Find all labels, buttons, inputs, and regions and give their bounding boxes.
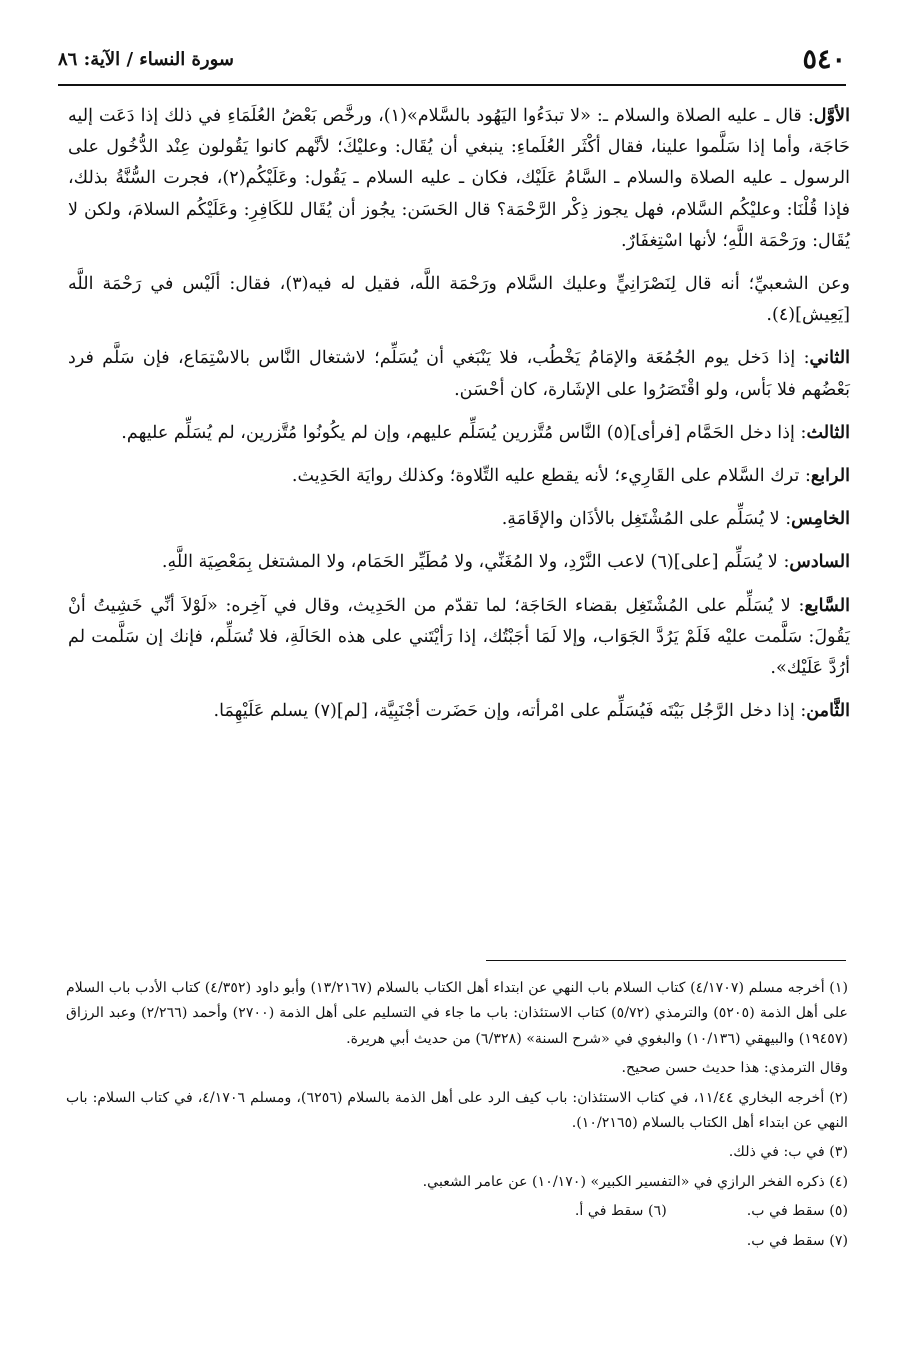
paragraph: [68, 268, 850, 331]
footnote: (٦) سقط في أ.: [574, 1203, 667, 1220]
footnote: (١) أخرجه مسلم (٤/١٧٠٧) كتاب السلام باب النهي عن ابتداء أهل الكتاب بالسلام (١٣/٢١٦٧) وأبو داود (٤/٣٥٢) كتاب الأدب باب السلام على أهل الذمة (٥٢٠٥) والترمذي (٥/٧٢) كتاب الاستئذان: باب ما جاء في التسليم على أهل الذمة (٢٧٠٠) وأحمد (٢/٢٦٦) وعبد الرزاق (١٩٤٥٧) والبيهقي (١٠/١٣٦) والبغوي في «شرح السنة» (٦/٣٢٨) من حديث أبي هريرة.: [66, 980, 848, 1047]
footnote-rule: [486, 960, 846, 961]
paragraph: [68, 417, 850, 449]
paragraph: [68, 590, 850, 685]
paragraph-lead: الثَّامن: [806, 700, 850, 722]
paragraph: [68, 546, 850, 578]
paragraph: [68, 503, 850, 535]
paragraph-lead: الأوَّل: [813, 105, 850, 126]
footnotes: [66, 976, 848, 1258]
footnote: (٤) ذكره الفخر الرازي في «التفسير الكبير» (١٠/١٧٠) عن عامر الشعبي.: [422, 1173, 848, 1190]
paragraph: [68, 100, 850, 257]
paragraph-text: وعن الشعبيِّ؛ أنه قال لِنَصْرَانِيٍّ وعليك السَّلام ورَحْمَة اللَّه، فقيل له فيه(٣)، فقال: ألَيْس في رَحْمَة اللَّه [يَعِيش](٤).: [68, 274, 850, 326]
footnote: (٣) في ب: في ذلك.: [728, 1144, 848, 1161]
paragraph-lead: الثالث: [806, 421, 850, 443]
paragraph-lead: السادس: [789, 551, 850, 573]
running-title: سورة النساء / الآية: ٨٦: [58, 48, 234, 70]
paragraph-text: : لا يُسَلِّم [على](٦) لاعب النَّرْدِ، ولا المُغَنِّي، ولا مُطَيِّر الحَمَام، ولا المشتغل بِمَعْصِيَة اللَّهِ.: [161, 552, 790, 573]
paragraph: [68, 695, 850, 727]
footnote: (٢) أخرجه البخاري ١١/٤٤، في كتاب الاستئذان: باب كيف الرد على أهل الذمة بالسلام (٦٢٥٦)، ومسلم ٤/١٧٠٦، في كتاب السلام: باب النهي عن ابتداء أهل الكتاب بالسلام (١٠/٢١٦٥).: [66, 1089, 848, 1132]
paragraph-text: : قال ـ عليه الصلاة والسلام ـ: «لا تبدَءُوا اليَهُود بالسَّلام»(١)، ورخَّص بَعْضُ العُلَمَاءِ في ذلك إذا دَعَت إليه حَاجَة، وأما إذا سَلَّموا علينا، فقال أكْثَر العُلَماءِ: ينبغي أن يُقَال: وعليْكَ؛ لأنَّهم كانوا يَقُولون عِنْد الدُّخُول على الرسول ـ عليه الصلاة والسلام ـ السَّامُ عَلَيْك، فكان ـ عليه السلام ـ يَقُول: وعَلَيْكُم(٢)، فجرت السُّنَّةُ بذلك، فإذا قُلْنَا: وعليْكُم السَّلام، فهل يجوز ذِكْر الرَّحْمَة؟ قال الحَسَن: يجُوز أن يُقَال للكَافِرِ: وعَلَيْكُم السلامَ، ولكن لا يُقَال: ورَحْمَة اللَّهِ؛ لأنها اسْتِغفَارٌ.: [68, 106, 850, 251]
paragraph-text: : إذا دَخل يوم الجُمُعَة والإمَامُ يَخْطُب، فلا يَنْبَغي أن يُسَلِّم؛ لاشتغال النَّاس بالاسْتِمَاع، فإن سَلَّم فرد بَعْضُهم فلا بَأس، ولو اقْتَصَرُوا على الإشَارة، كان أحْسَن.: [68, 348, 850, 400]
paragraph: [68, 342, 850, 405]
paragraph-lead: الثاني: [809, 347, 850, 369]
footnote: (٧) سقط في ب.: [746, 1232, 848, 1249]
paragraph-lead: الرابع: [810, 465, 850, 487]
main-text: [68, 100, 850, 738]
page-header: [58, 38, 846, 80]
paragraph-text: : إذا دخل الرَّجُل بَيْتَه فَيُسَلِّم على امْرأته، وإن حَضَرت أجْنَبِيَّة، [لم](٧) يسلم عَلَيْهِمَا.: [213, 701, 807, 722]
footnote: وقال الترمذي: هذا حديث حسن صحيح.: [621, 1060, 848, 1077]
page-number: ٥٤٠: [802, 43, 846, 75]
paragraph-lead: السَّابع: [804, 594, 850, 616]
paragraph: [68, 460, 850, 492]
paragraph-text: : ترك السَّلام على القَارِيء؛ لأنه يقطع عليه التِّلاوة؛ وكذلك روايَة الحَدِيث.: [291, 466, 811, 487]
footnote-row: [66, 1199, 848, 1224]
paragraph-lead: الخامِس: [791, 508, 850, 530]
paragraph-text: : إذا دخل الحَمَّام [فرأى](٥) النَّاس مُتَّزرين يُسَلِّم عليهم، وإن لم يكُونُوا مُتَّزرين، لم يُسَلِّم عليهم.: [121, 422, 807, 443]
paragraph-text: : لا يُسَلِّم على المُشْتَغِل بالأذَان والإقَامَةِ.: [501, 509, 792, 530]
header-rule: [58, 84, 846, 86]
paragraph-text: : لا يُسَلِّم على المُشْتَغِل بقضاء الحَاجَة؛ لما تقدّم من الحَدِيث، وقال في آخِره: «لَوْلاَ أنِّي خَشِيتُ أنْ يَقُولَ: سَلَّمت عليْه فَلَمْ يَرُدَّ الجَوَاب، وإلا لَمَا أجَبْتُك، إذا رَأيْتَني على هذه الحَالَةِ، فلا تُسَلِّم، فإنك إن سَلَّمت لم أرُدَّ عَلَيْك».: [68, 595, 850, 679]
footnote: (٥) سقط في ب.: [746, 1203, 848, 1220]
